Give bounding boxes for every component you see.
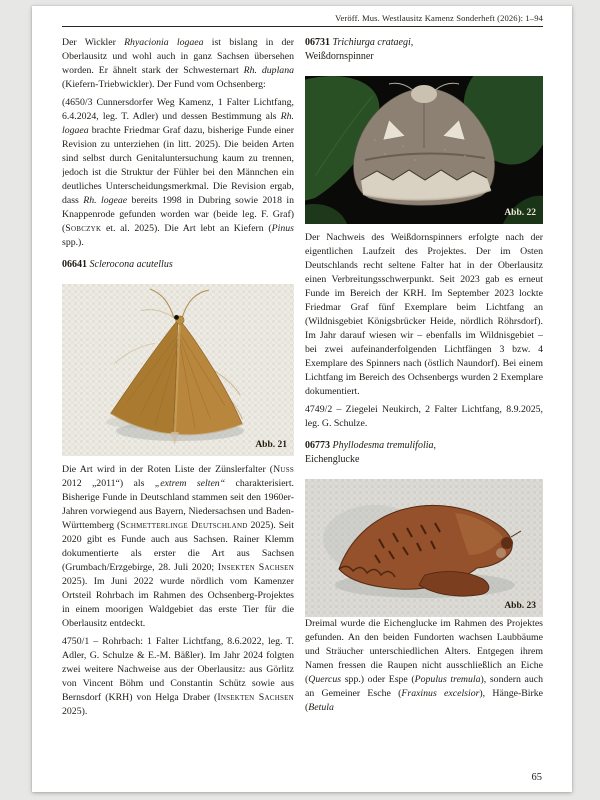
column-right: [305, 36, 543, 723]
species-heading-06641: 06641 Sclerocona acutellus: [62, 259, 173, 270]
species-heading-06731: 06731 Trichiurga crataegi, Weißdornspinner: [305, 37, 414, 62]
paragraph-sclerocona-status: Die Art wird in der Roten Liste der Zünslerfalter (Nuss 2012 „2011“) als „extrem selten“ charakterisiert. Bisherige Funde in Deutschland stammen seit den 1960er-Jahren vorwiegend aus Bayern, Niedersachsen und Baden-Württemberg (Schmetterlinge Deutschland 2025). Seit 2020 gibt es Funde auch aus Sachsen. Rainer Klemm dokumentierte als erster die Art aus Sachsen (Grumbach/Erzgebirge, 28. Juli 2020; Insekten Sachsen 2025). Im Juni 2022 wurde nördlich vom Kamenzer Ortsteil Rohrbach im Rahmen des Ochsenberg-Projektes in einem moorigen Waldgebiet das erste Tier für die Oberlausitz entdeckt.: [62, 464, 294, 629]
paragraph-weissdornspinner: Der Nachweis des Weißdornspinners erfolgte nach der eigentlichen Laufzeit des Projektes. Der im Osten Deutschlands recht seltene Falter hat in der Oberlausitz einen Verbreitungsschwerpunkt. Seit 2023 gab es erneut Funde im Bereich der KRH. Im September 2023 lockte Friedmar Graf fünf Exemplare beim Lichtfang an (Wildnisgebiet Königsbrücker Heide, nördlich Röhrsdorf). Im Jahr darauf wiesen wir – ebenfalls im Wildnisgebiet – bei zwei aufeinanderfolgenden Lichtfängen 3 bzw. 4 Exemplare des Spinners nach (östlich Naundorf). Bei einem Lichtfang im Bereich des Ochsenbergs wurden 2 Exemplare dokumentiert.: [305, 232, 543, 397]
two-column-layout: [62, 36, 543, 723]
moth-photo-abb-23: [305, 479, 543, 617]
journal-header: Veröff. Mus. Westlausitz Kamenz Sonderheft (2026): 1–94: [335, 13, 543, 23]
header-rule: [62, 26, 543, 27]
moth-photo-abb-21: [62, 284, 294, 456]
paragraph-weissdornspinner-record: 4749/2 – Ziegelei Neukirch, 2 Falter Lichtfang, 8.9.2025, leg. G. Schulze.: [305, 404, 543, 429]
figure-caption-abb-23: Abb. 23: [504, 601, 536, 611]
page-number: 65: [531, 772, 542, 783]
paragraph-rhyacionia-record: (4650/3 Cunnersdorfer Weg Kamenz, 1 Falter Lichtfang, 6.4.2024, leg. T. Adler) und dessen Bestimmung als Rh. logaea brachte Friedmar Graf dazu, bisherige Funde einer Revision zu unterziehen (in litt. 2025). Die beiden Arten sind selbst durch Genitaluntersuchung kaum zu trennen, jedoch ist die Struktur der Fühler bei den Männchen ein deutliches Unterscheidungsmerkmal. Die Revision ergab, dass Rh. logeae bereits 1998 in Dubring sowie 2018 in Knappenrode gefunden worden war (beide leg. F. Graf) (Sobczyk et. al. 2025). Die Art lebt an Kiefern (Pinus spp.).: [62, 97, 294, 248]
figure-abb-23: [305, 479, 543, 617]
paragraph-sclerocona-records: 4750/1 – Rohrbach: 1 Falter Lichtfang, 8.6.2022, leg. T. Adler, G. Schulze & E.-M. Bäßler). Im Jahr 2024 folgten zwei weitere Nachweise aus der Oberlausitz: aus Görlitz von Vincent Böhm und Constantin Schütz sowie aus Bernsdorf (KRH) von Helga Draber (Insekten Sachsen 2025).: [62, 636, 294, 717]
page-content: [62, 13, 543, 723]
column-left: [62, 36, 294, 723]
figure-abb-21: [62, 284, 294, 456]
paragraph-rhyacionia-intro: Der Wickler Rhyacionia logaea ist bislang in der Oberlausitz und wohl auch in ganz Sachsen übersehen worden. Er ähnelt stark der Schwesternart Rh. duplana (Kiefern-Triebwickler). Der Fund vom Ochsenberg:: [62, 37, 294, 90]
paragraph-eichenglucke: Dreimal wurde die Eichenglucke im Rahmen des Projektes gefunden. An den beiden Fundorten wachsen Laubbäume und Sträucher unterschiedlichen Alters. Entgegen ihrem Namen fressen die Raupen nicht ausschließlich an Eiche (Quercus spp.) oder Espe (Populus tremula), sondern auch an Gemeiner Esche (Fraxinus excelsior), Hänge-Birke (Betula: [305, 618, 543, 713]
moth-photo-abb-22: [305, 76, 543, 224]
figure-abb-22: [305, 76, 543, 224]
journal-page: [32, 6, 572, 792]
figure-caption-abb-22: Abb. 22: [504, 208, 536, 218]
species-heading-06773: 06773 Phyllodesma tremulifolia, Eichenglucke: [305, 440, 437, 465]
figure-caption-abb-21: Abb. 21: [255, 440, 287, 450]
